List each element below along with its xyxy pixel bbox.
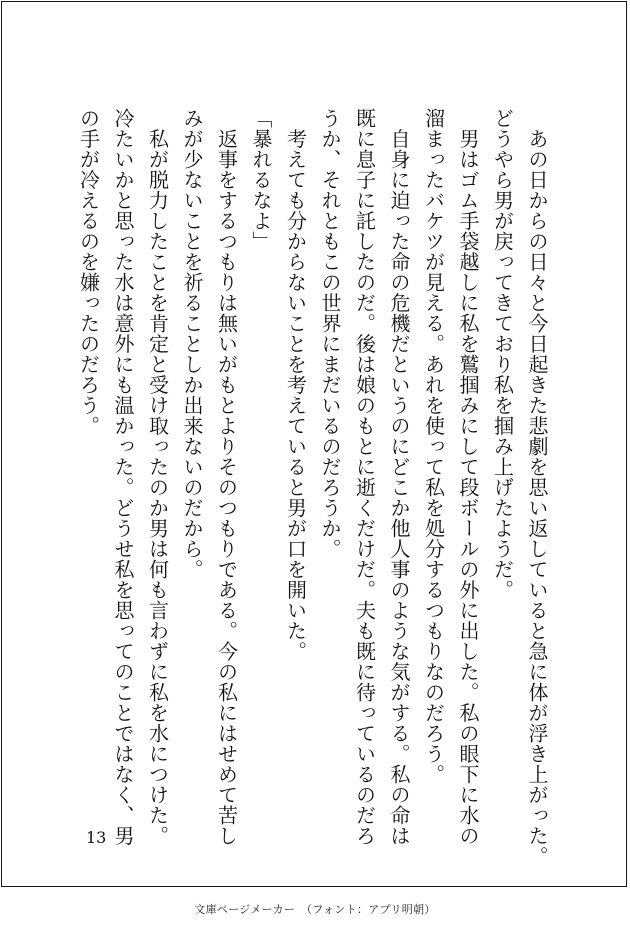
footer-credit: 文庫ページメーカー （フォント：アプリ明朝） (194, 903, 436, 916)
text-line: どうやら男が戻ってきており私を掴み上げたようだ。 (490, 108, 515, 600)
text-line: 既に息子に託したのだ。後は娘のもとに逝くだけだ。夫も既に待っているのだろ (352, 108, 377, 846)
text-line: 溜まったバケツが見える。あれを使って私を処分するつもりなのだろう。 (421, 108, 446, 785)
vertical-body-text (71, 108, 554, 867)
page-frame (1, 1, 627, 887)
text-line: 自身に迫った命の危機だというのにどこか他人事のような気がする。私の命は (387, 108, 411, 846)
text-line: 考えても分からないことを考えていると男が口を開いた。 (283, 108, 308, 662)
text-line: あの日からの日々と今日起きた悲劇を思い返していると急に体が浮き上がった。 (525, 108, 549, 867)
text-line: 返事をするつもりは無いがもとよりそのつもりである。今の私にはせめて苦し (214, 108, 239, 846)
text-line: みが少ないことを祈ることしか出来ないのだから。 (180, 108, 204, 580)
text-line: うか、それともこの世界にまだいるのだろうか。 (318, 108, 342, 559)
text-line: 冷たいかと思った水は意外にも温かった。どうせ私を思ってのことではなく、男 (111, 108, 135, 846)
text-line: の手が冷えるのを嫌ったのだろう。 (76, 108, 101, 436)
text-line: 「暴れるなよ」 (249, 108, 273, 252)
page-number: 13 (86, 828, 107, 847)
text-line: 男はゴム手袋越しに私を鷲掴みにして段ボールの外に出した。私の眼下に水の (456, 108, 480, 846)
text-line: 私が脱力したことを肯定と受け取ったのか男は何も言わずに私を水につけた。 (145, 108, 170, 846)
